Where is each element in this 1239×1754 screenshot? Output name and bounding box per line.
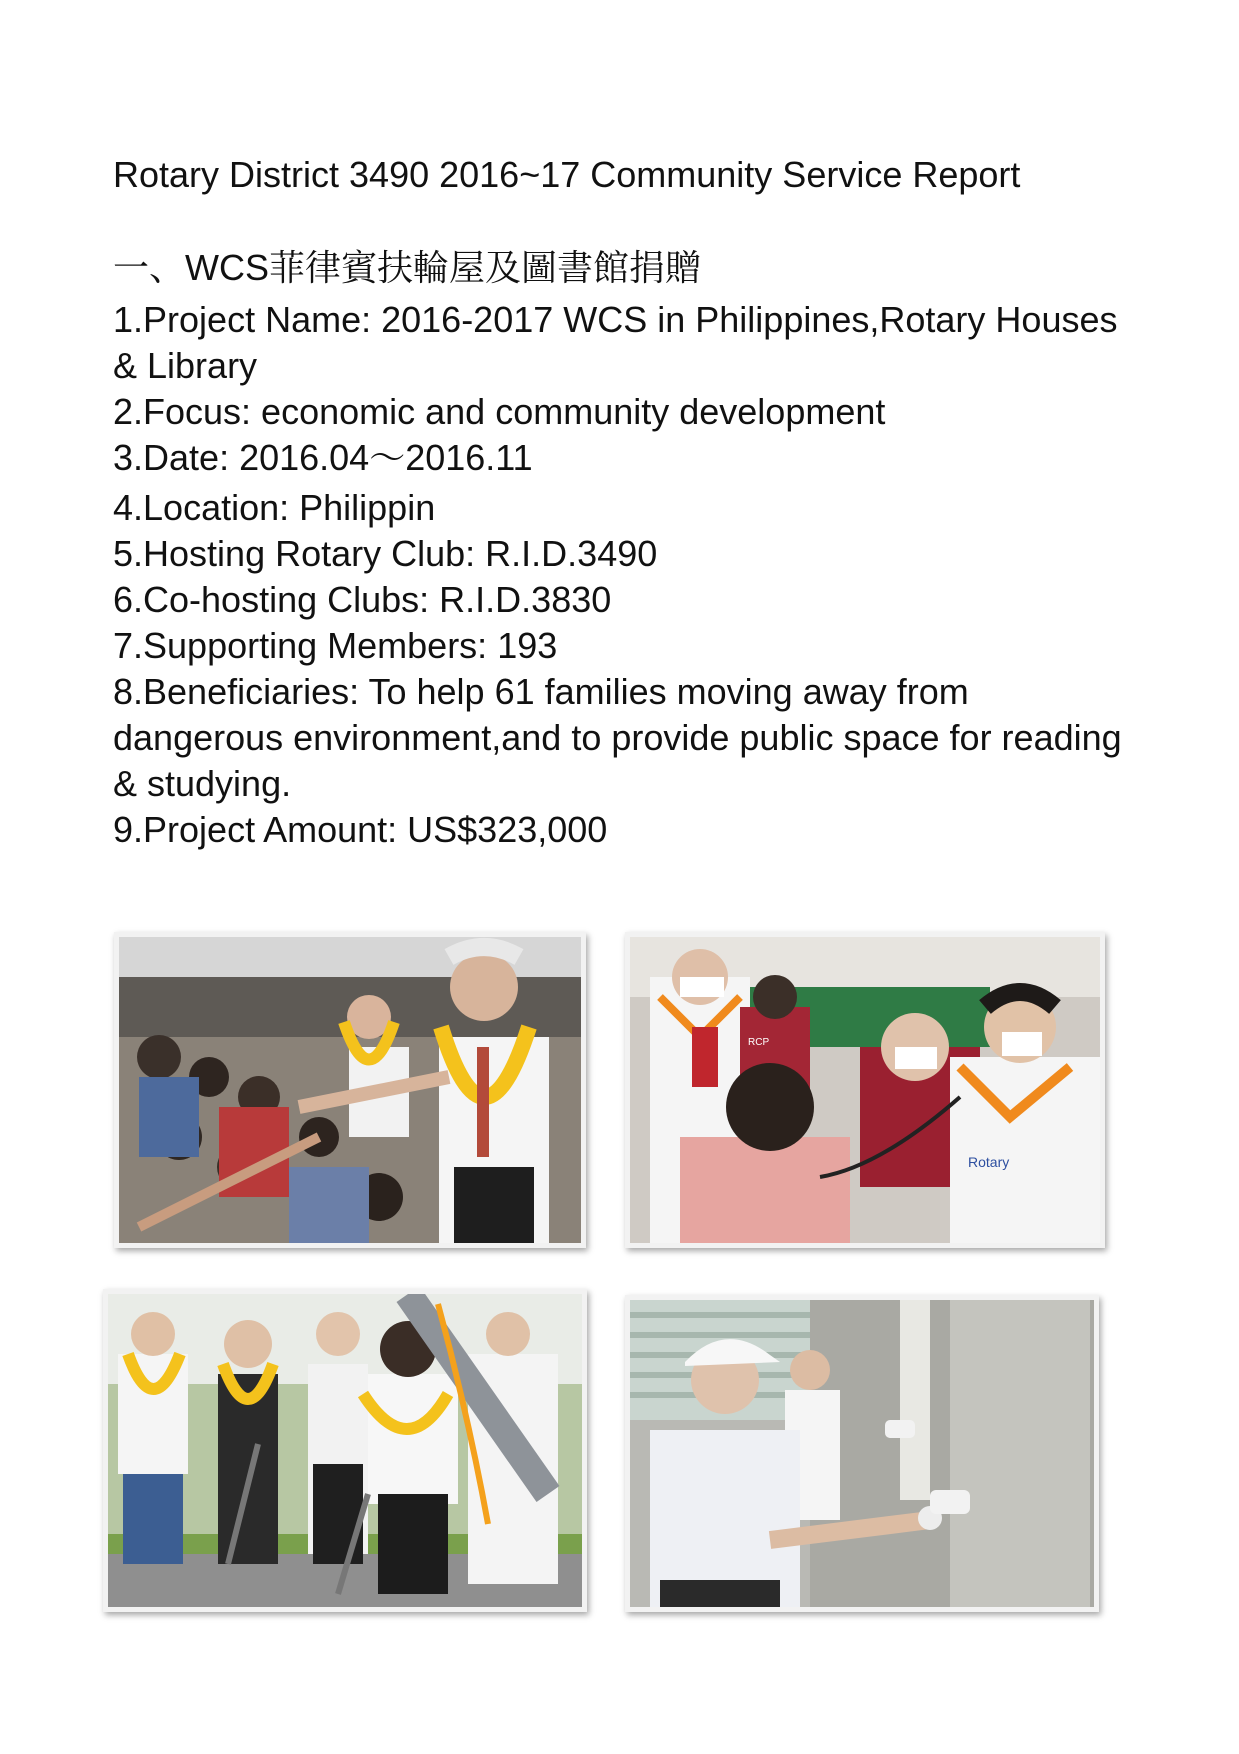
report-title: Rotary District 3490 2016~17 Community Service Report bbox=[113, 154, 1021, 195]
detail-project-name: 1.Project Name: 2016-2017 WCS in Philippines,Rotary Houses & Library bbox=[113, 299, 1118, 386]
photo-greeting-children bbox=[114, 932, 586, 1248]
banner-text: RCP bbox=[748, 1037, 770, 1048]
detail-supporting-members: 7.Supporting Members: 193 bbox=[113, 625, 558, 666]
detail-date: 3.Date: 2016.04～2016.11 bbox=[113, 437, 533, 478]
photo-groundbreaking bbox=[103, 1289, 587, 1612]
section-heading: 一、WCS菲律賓扶輪屋及圖書館捐贈 bbox=[113, 247, 701, 288]
project-details-list bbox=[113, 297, 1123, 853]
detail-focus: 2.Focus: economic and community development bbox=[113, 391, 886, 432]
detail-hosting-club: 5.Hosting Rotary Club: R.I.D.3490 bbox=[113, 533, 658, 574]
shirt-logo-text: Rotary bbox=[968, 1154, 1010, 1170]
photo-medical-checkup-image bbox=[630, 937, 1100, 1243]
detail-beneficiaries: 8.Beneficiaries: To help 61 families moving away from dangerous environment,and to provide public space for reading & studying. bbox=[113, 671, 1122, 804]
detail-location: 4.Location: Philippin bbox=[113, 487, 436, 528]
detail-project-amount: 9.Project Amount: US$323,000 bbox=[113, 809, 608, 850]
photo-painting-wall-image bbox=[630, 1300, 1094, 1607]
photo-groundbreaking-image bbox=[108, 1294, 582, 1607]
photo-painting-wall bbox=[625, 1295, 1099, 1612]
photo-medical-checkup bbox=[625, 932, 1105, 1248]
detail-co-hosting-clubs: 6.Co-hosting Clubs: R.I.D.3830 bbox=[113, 579, 612, 620]
photo-greeting-children-image bbox=[119, 937, 581, 1243]
